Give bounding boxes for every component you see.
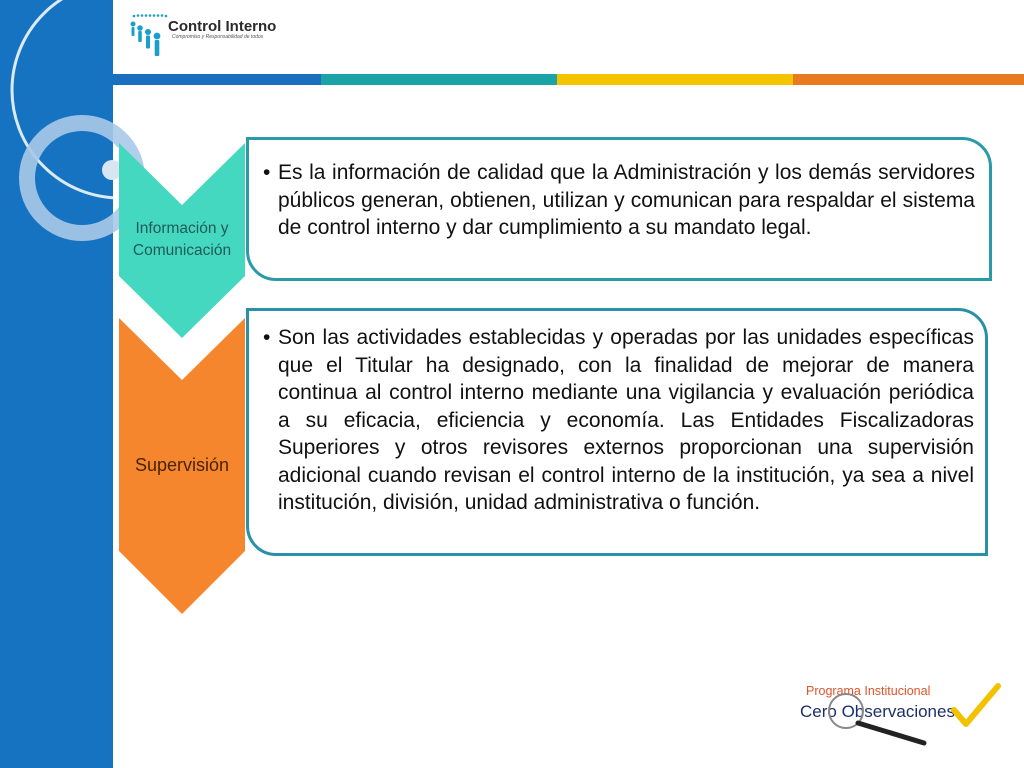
program-logo-line2: Cero Observaciones (800, 702, 955, 721)
logo-subtitle: Compromiso y Responsabilidad de todos (172, 34, 264, 40)
sidebar-band (0, 0, 113, 768)
header-stripe-blue (113, 74, 321, 85)
header-stripe-yellow (557, 74, 793, 85)
program-logo-line1: Programa Institucional (806, 684, 931, 698)
program-logo (796, 678, 1006, 748)
control-interno-logo (128, 12, 298, 58)
info-description-text: • Es la información de calidad que la Administración y los demás servidores públicos generan, obtienen, utilizan y comunican para respaldar el sistema de control interno y dar cumplimiento a su mandato legal. (278, 159, 975, 242)
header-stripe-teal (321, 74, 557, 85)
supervision-description-box (246, 308, 988, 556)
people-chain-icon (128, 12, 170, 58)
info-description-box (246, 137, 992, 281)
supervision-description-text: • Son las actividades establecidas y operadas por las unidades específicas que el Titular ha designado, con la finalidad de mejorar de manera continua al control interno mediante una vigilancia y evaluación periódica a su eficacia, eficiencia y economía. Las Entidades Fiscalizadoras Superiores y otros revisores externos proporcionan una supervisión adicional cuando revisan el control interno de la institución, ya sea a nivel institución, división, unidad administrativa o función. (278, 324, 974, 517)
logo-title: Control Interno (168, 18, 277, 35)
header-stripe-orange (793, 74, 1024, 85)
magnifier-check-icon (796, 678, 1006, 748)
info-chevron-label: Información y Comunicación (132, 220, 232, 259)
info-chevron (119, 143, 245, 338)
supervision-chevron-label: Supervisión (134, 455, 230, 475)
supervision-chevron (119, 318, 245, 614)
